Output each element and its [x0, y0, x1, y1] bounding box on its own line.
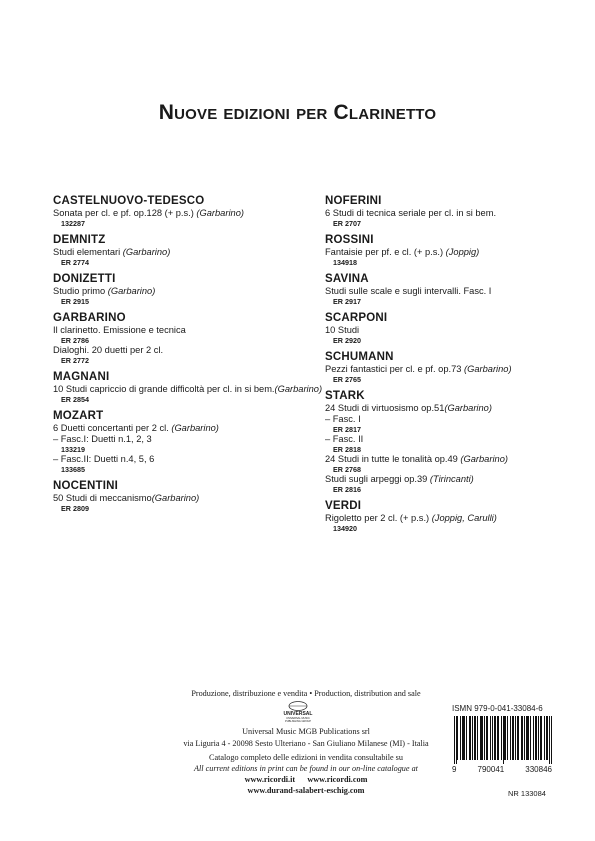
catalogue-note-it: Catalogo completo delle edizioni in vendita consultabile su — [209, 753, 403, 762]
work-text: Studio primo — [53, 286, 108, 296]
barcode-bar — [462, 716, 463, 760]
composer-name: STARK — [325, 390, 365, 402]
barcode-bar — [544, 716, 545, 760]
barcode-bar — [528, 716, 529, 760]
work-title — [53, 345, 325, 356]
catalogue-note-en: All current editions in print can be found in our on-line catalogue at — [194, 764, 418, 773]
barcode-bar — [472, 716, 473, 760]
barcode-bar — [464, 716, 465, 760]
work-title — [53, 384, 325, 395]
barcode-bar — [530, 716, 531, 760]
arranger-name: (Garbarino) — [460, 454, 508, 464]
composer-name: CASTELNUOVO-TEDESCO — [53, 195, 205, 207]
barcode-bar — [549, 716, 550, 764]
barcode-bar — [484, 716, 485, 760]
composer-name: NOCENTINI — [53, 480, 119, 492]
arranger-name: (Garbarino) — [464, 364, 512, 374]
barcode-bar — [546, 716, 547, 760]
barcode-bar — [510, 716, 511, 760]
work-text: Rigoletto per 2 cl. (+ p.s.) — [325, 513, 432, 523]
catalog-entry — [325, 194, 595, 228]
barcode-bar — [547, 716, 548, 760]
work-text: Sonata per cl. e pf. op.128 (+ p.s.) — [53, 208, 197, 218]
work-text: Studi elementari — [53, 247, 123, 257]
barcode-bar — [515, 716, 516, 760]
composer-name: MOZART — [53, 410, 104, 422]
work-title — [325, 286, 595, 297]
barcode-bar — [512, 716, 513, 760]
publisher-address: via Liguria 4 - 20098 Sesto Ulteriano - San Giuliano Milanese (MI) - Italia — [183, 739, 429, 748]
composer-name: SCHUMANN — [325, 351, 394, 363]
barcode-bar — [513, 716, 514, 760]
barcode-bar — [540, 716, 541, 760]
arranger-name: (Garbarino) — [274, 384, 323, 394]
work-title — [325, 247, 595, 258]
work-text: 24 Studi di virtuosismo op.51 — [325, 403, 445, 413]
work-text: – Fasc. I — [325, 414, 361, 424]
barcode-bar — [486, 716, 487, 760]
composer-name: NOFERINI — [325, 195, 382, 207]
website-link-durand[interactable]: www.durand-salabert-eschig.com — [247, 786, 365, 795]
barcode-bar — [494, 716, 495, 760]
work-text: – Fasc.II: Duetti n.4, 5, 6 — [53, 454, 155, 464]
catalog-code: 133219 — [61, 445, 85, 454]
catalog-entry — [53, 370, 325, 404]
barcode-bar — [541, 716, 542, 760]
catalog-code: ER 2772 — [61, 356, 89, 365]
arranger-name: (Garbarino) — [171, 423, 219, 433]
work-title — [53, 325, 325, 336]
work-title — [325, 474, 595, 485]
catalog-entry — [325, 350, 595, 384]
barcode-bar — [457, 716, 458, 760]
barcode-bar — [475, 716, 476, 760]
work-text: 6 Duetti concertanti per 2 cl. — [53, 423, 172, 433]
catalog-code: ER 2854 — [61, 395, 89, 404]
work-title — [325, 414, 595, 425]
barcode-bar — [535, 716, 536, 760]
barcode-bar — [490, 716, 491, 760]
barcode-bar — [538, 716, 539, 760]
barcode-bar — [517, 716, 518, 760]
work-title — [53, 493, 325, 504]
catalog-column-right — [325, 194, 595, 538]
composer-name: DEMNITZ — [53, 234, 106, 246]
work-text: – Fasc. II — [325, 434, 364, 444]
barcode-bar — [460, 716, 461, 760]
work-title — [53, 247, 325, 258]
catalog-code: ER 2707 — [333, 219, 361, 228]
catalog-entry — [53, 233, 325, 267]
barcode-bar — [477, 716, 478, 760]
catalog-code: 134920 — [333, 524, 357, 533]
catalog-code: ER 2816 — [333, 485, 361, 494]
work-text: Studi sulle scale e sugli intervalli. Fasc. I — [325, 286, 492, 296]
composer-name: GARBARINO — [53, 312, 126, 324]
work-text: 10 Studi capriccio di grande difficoltà per cl. in si bem. — [53, 384, 275, 394]
arranger-name: (Joppig) — [445, 247, 480, 257]
catalog-entry — [53, 479, 325, 513]
barcode-bar — [482, 716, 483, 760]
work-title — [53, 423, 325, 434]
catalog-entry — [53, 194, 325, 228]
barcode-bar — [504, 716, 505, 760]
barcode-bar — [466, 716, 467, 760]
work-title — [53, 286, 325, 297]
arranger-name: (Garbarino) — [196, 208, 244, 218]
catalog-column-left — [53, 194, 325, 518]
universal-globe-icon — [276, 700, 320, 722]
composer-name: SCARPONI — [325, 312, 388, 324]
work-text: Studi sugli arpeggi op.39 — [325, 474, 430, 484]
barcode-bar — [501, 716, 502, 760]
catalog-entry — [325, 272, 595, 306]
arranger-name: (Tirincanti) — [429, 474, 474, 484]
barcode-bar — [497, 716, 498, 760]
catalog-code: ER 2817 — [333, 425, 361, 434]
work-text: 10 Studi — [325, 325, 360, 335]
work-text: – Fasc.I: Duetti n.1, 2, 3 — [53, 434, 152, 444]
catalog-code: ER 2818 — [333, 445, 361, 454]
universal-logo — [276, 700, 320, 727]
catalog-entry — [53, 311, 325, 365]
work-text: Fantaisie per pf. e cl. (+ p.s.) — [325, 247, 446, 257]
nr-code: NR 133084 — [508, 789, 546, 798]
barcode-bar — [481, 716, 482, 760]
catalog-code: ER 2920 — [333, 336, 361, 345]
work-text: Il clarinetto. Emissione e tecnica — [53, 325, 186, 335]
barcode-bar — [456, 716, 457, 764]
arranger-name: (Joppig, Carulli) — [431, 513, 497, 523]
barcode-bar — [480, 716, 481, 760]
work-title — [53, 208, 325, 219]
barcode-bar — [551, 716, 552, 764]
barcode-bar — [463, 716, 464, 760]
barcode-bar — [522, 716, 523, 760]
barcode-digit-group1: 790041 — [477, 765, 505, 774]
barcode-bar — [498, 716, 499, 760]
work-text: 6 Studi di tecnica seriale per cl. in si bem. — [325, 208, 497, 218]
composer-name: DONIZETTI — [53, 273, 116, 285]
catalog-code: 132287 — [61, 219, 85, 228]
website-link-ricordi-com[interactable]: www.ricordi.com — [307, 775, 368, 784]
catalog-entry — [325, 499, 595, 533]
work-title — [325, 364, 595, 375]
catalog-code: ER 2915 — [61, 297, 89, 306]
work-title — [325, 434, 595, 445]
barcode-bar — [533, 716, 534, 760]
catalog-entry — [53, 272, 325, 306]
barcode-digit-prefix: 9 — [452, 765, 457, 774]
arranger-name: (Garbarino) — [151, 493, 200, 503]
catalog-code: ER 2768 — [333, 465, 361, 474]
composer-name: SAVINA — [325, 273, 369, 285]
arranger-name: (Garbarino) — [107, 286, 156, 296]
catalog-code: ER 2809 — [61, 504, 89, 513]
work-text: Pezzi fantastici per cl. e pf. op.73 — [325, 364, 465, 374]
logo-sub1: UNIVERSAL MUSIC — [286, 717, 310, 720]
work-title — [325, 513, 595, 524]
arranger-name: (Garbarino) — [444, 403, 492, 413]
work-title — [325, 454, 595, 465]
barcode-bar — [521, 716, 522, 760]
composer-name: VERDI — [325, 500, 362, 512]
barcode-image — [452, 716, 556, 764]
catalog-entry — [325, 389, 595, 494]
work-text: Dialoghi. 20 duetti per 2 cl. — [53, 345, 164, 355]
catalog-entry — [53, 409, 325, 474]
page-title: Nuove edizioni per Clarinetto — [158, 101, 437, 124]
barcode-bar — [524, 716, 525, 760]
barcode-block — [452, 704, 556, 774]
ismn-code: ISMN 979-0-041-33084-6 — [452, 704, 543, 713]
logo-word: UNIVERSAL — [283, 711, 313, 717]
barcode-bar — [474, 716, 475, 760]
barcode-bar — [536, 716, 537, 760]
arranger-name: (Garbarino) — [122, 247, 171, 257]
catalog-code: ER 2774 — [61, 258, 89, 267]
composer-name: ROSSINI — [325, 234, 374, 246]
catalog-code: 134918 — [333, 258, 357, 267]
work-title — [325, 208, 595, 219]
barcode-bar — [495, 716, 496, 760]
work-title — [325, 325, 595, 336]
work-title — [53, 434, 325, 445]
work-text: 50 Studi di meccanismo — [53, 493, 152, 503]
barcode-bar — [507, 716, 508, 760]
catalog-code: ER 2765 — [333, 375, 361, 384]
catalog-entry — [325, 311, 595, 345]
barcode-bar — [470, 716, 471, 760]
production-line: Produzione, distribuzione e vendita • Production, distribution and sale — [191, 689, 421, 698]
work-text: 24 Studi in tutte le tonalità op.49 — [325, 454, 461, 464]
work-title — [53, 454, 325, 465]
barcode-bar — [518, 716, 519, 760]
barcode-bar — [503, 716, 504, 764]
barcode-bar — [469, 716, 470, 760]
publisher-name: Universal Music MGB Publications srl — [242, 727, 370, 736]
barcode-bar — [487, 716, 488, 760]
catalog-code: ER 2786 — [61, 336, 89, 345]
catalog-entry — [325, 233, 595, 267]
barcode-digit-group2: 330846 — [525, 765, 552, 774]
catalog-code: 133685 — [61, 465, 85, 474]
barcode-digits — [452, 765, 552, 774]
barcode-bar — [527, 716, 528, 760]
logo-sub2: PUBLISHING GROUP — [285, 720, 311, 722]
website-links — [156, 774, 456, 785]
barcode-bar — [454, 716, 455, 764]
barcode-bar — [526, 716, 527, 760]
barcode-bar — [492, 716, 493, 760]
composer-name: MAGNANI — [53, 371, 110, 383]
barcode-bar — [505, 716, 506, 760]
catalog-code: ER 2917 — [333, 297, 361, 306]
work-title — [325, 403, 595, 414]
website-link-ricordi-it[interactable]: www.ricordi.it — [244, 775, 296, 784]
